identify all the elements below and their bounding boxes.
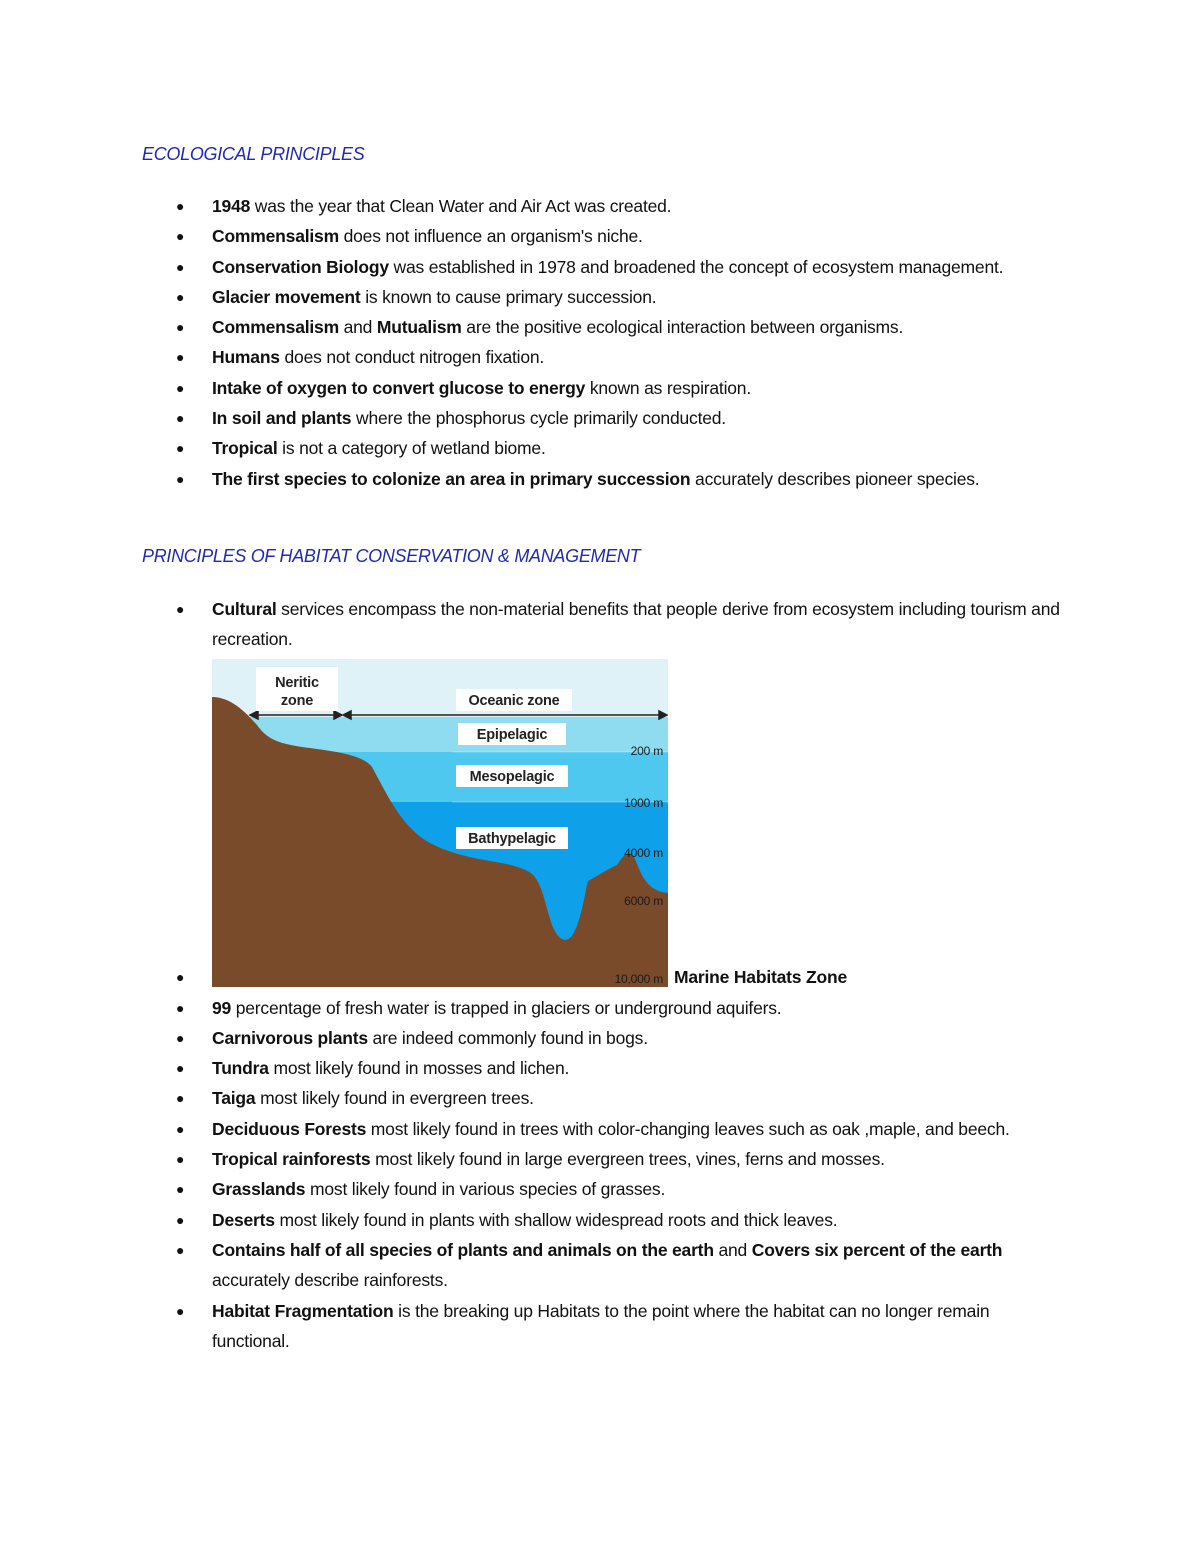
bullet-icon: ● xyxy=(176,1211,185,1228)
list-item: ● In soil and plants where the phosphorus cycle primarily conducted. xyxy=(0,403,1200,433)
bullet-icon: ● xyxy=(176,1181,185,1198)
list-item: ● Tropical rainforests most likely found in large evergreen trees, vines, ferns and mosses. xyxy=(0,1144,1200,1174)
list-item: ● Contains half of all species of plants and animals on the earth and Covers six percent of the earth accurately describe rainforests. xyxy=(0,1235,1200,1296)
list-item: ● Deciduous Forests most likely found in trees with color-changing leaves such as oak ,maple, and beech. xyxy=(0,1114,1200,1144)
bullet-icon: ● xyxy=(176,228,185,245)
list-item: ● Carnivorous plants are indeed commonly found in bogs. xyxy=(0,1023,1200,1053)
bullet-icon: ● xyxy=(176,258,185,275)
list-item: ● Habitat Fragmentation is the breaking up Habitats to the point where the habitat can no longer remain functional. xyxy=(0,1296,1200,1357)
depth-label-1000: 1000 m xyxy=(624,795,663,810)
bullet-icon: ● xyxy=(176,1120,185,1137)
bullet-icon: ● xyxy=(176,1151,185,1168)
section-heading-habitat-conservation: PRINCIPLES OF HABITAT CONSERVATION & MANAGEMENT xyxy=(142,546,641,566)
habitat-conservation-list xyxy=(0,594,1200,1356)
list-item: ● 99 percentage of fresh water is trapped in glaciers or underground aquifers. xyxy=(0,993,1200,1023)
bullet-icon: ● xyxy=(176,198,185,214)
list-item: ● Commensalism does not influence an organism's niche. xyxy=(0,221,1200,251)
bullet-icon: ● xyxy=(176,410,185,427)
neritic-label-line2: zone xyxy=(280,692,314,709)
mesopelagic-label: Mesopelagic xyxy=(469,768,555,785)
depth-label-4000: 4000 m xyxy=(624,845,663,860)
bathypelagic-label: Bathypelagic xyxy=(468,830,556,847)
bullet-icon: ● xyxy=(176,379,185,396)
bullet-icon: ● xyxy=(176,440,185,457)
neritic-label-line1: Neritic xyxy=(275,674,319,691)
depth-label-10000: 10,000 m xyxy=(614,971,663,986)
bullet-icon: ● xyxy=(176,969,185,986)
bullet-icon: ● xyxy=(176,1060,185,1077)
list-item: ● The first species to colonize an area in primary succession accurately describes pioneer species. xyxy=(0,464,1200,494)
marine-zones-svg xyxy=(212,659,668,987)
diagram-caption: Marine Habitats Zone xyxy=(674,967,847,988)
bullet-icon: ● xyxy=(176,349,185,366)
bullet-icon: ● xyxy=(176,319,185,336)
list-item: ● Tundra most likely found in mosses and lichen. xyxy=(0,1053,1200,1083)
list-item: ● Taiga most likely found in evergreen trees. xyxy=(0,1083,1200,1113)
list-item: ● 1948 was the year that Clean Water and Air Act was created. xyxy=(0,191,1200,221)
oceanic-label: Oceanic zone xyxy=(468,692,560,709)
list-item: ● Conservation Biology was established in 1978 and broadened the concept of ecosystem management. xyxy=(0,252,1200,282)
bullet-icon: ● xyxy=(176,288,185,305)
list-item-diagram xyxy=(0,659,1200,993)
ecological-principles-list xyxy=(0,191,1200,494)
list-item: ● Glacier movement is known to cause primary succession. xyxy=(0,282,1200,312)
list-item: ● Humans does not conduct nitrogen fixation. xyxy=(0,342,1200,372)
list-item: ● Deserts most likely found in plants with shallow widespread roots and thick leaves. xyxy=(0,1205,1200,1235)
bullet-icon: ● xyxy=(176,1302,185,1319)
depth-label-6000: 6000 m xyxy=(624,893,663,908)
bullet-icon: ● xyxy=(176,999,185,1016)
epipelagic-label: Epipelagic xyxy=(476,726,548,743)
section-heading-ecological-principles: ECOLOGICAL PRINCIPLES xyxy=(142,144,365,164)
list-item: ● Intake of oxygen to convert glucose to energy known as respiration. xyxy=(0,373,1200,403)
bullet-icon: ● xyxy=(176,470,185,487)
depth-label-200: 200 m xyxy=(630,743,663,758)
bullet-icon: ● xyxy=(176,1029,185,1046)
bullet-icon: ● xyxy=(176,601,185,617)
list-item: ● Grasslands most likely found in various species of grasses. xyxy=(0,1174,1200,1204)
list-item: ● Commensalism and Mutualism are the positive ecological interaction between organisms. xyxy=(0,312,1200,342)
bullet-icon: ● xyxy=(176,1090,185,1107)
bullet-icon: ● xyxy=(176,1241,185,1258)
list-item: ● Tropical is not a category of wetland biome. xyxy=(0,433,1200,463)
list-item: ● Cultural services encompass the non-material benefits that people derive from ecosystem including tourism and recreation. xyxy=(0,594,1200,655)
marine-zones-diagram xyxy=(212,659,668,987)
